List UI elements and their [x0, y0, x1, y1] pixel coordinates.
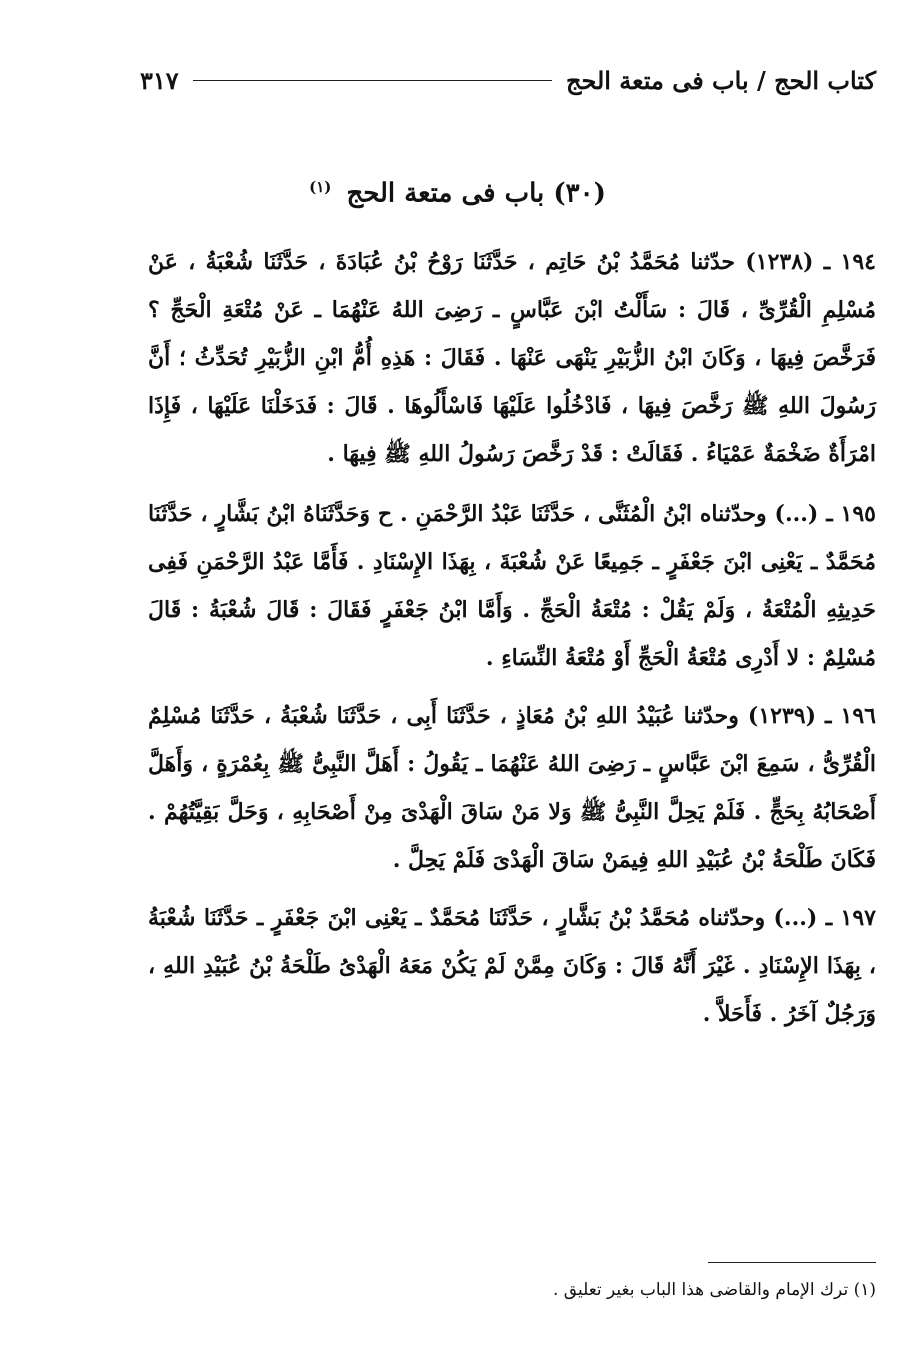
hadith-text: وحدّثناه مُحَمَّدُ بْنُ بَشَّارٍ ، حَدَّثَنَا مُحَمَّدٌ ـ يَعْنِى ابْنَ جَعْفَرٍ ـ حَدَّثَنَا شُعْبَةُ ، بِهَذَا الإِسْنَادِ . غَيْرَ أَنَّهُ قَالَ : وَكَانَ مِمَّنْ لَمْ يَكُنْ مَعَهُ الْهَدْىُ طَلْحَةُ بْنُ عُبَيْدِ اللهِ ، وَرَجُلٌ آخَرُ . فَأَحَلاَّ .	[148, 905, 876, 1027]
hadith-paragraph	[148, 692, 876, 884]
hadith-number: ١٩٤ ـ (١٢٣٨)	[745, 249, 876, 275]
page-number: ٣١٧	[140, 65, 179, 95]
hadith-text: وحدّثنا عُبَيْدُ اللهِ بْنُ مُعَاذٍ ، حَدَّثَنَا أَبِى ، حَدَّثَنَا شُعْبَةُ ، حَدَّثَنَا مُسْلِمٌ الْقُرِّىُّ ، سَمِعَ ابْنَ عَبَّاسٍ ـ رَضِىَ اللهُ عَنْهُمَا ـ يَقُولُ : أَهَلَّ النَّبِىُّ ﷺ بِعُمْرَةٍ ، وَأَهَلَّ أَصْحَابُهُ بِحَجٍّ . فَلَمْ يَحِلَّ النَّبِىُّ ﷺ وَلا مَنْ سَاقَ الْهَدْىَ مِنْ أَصْحَابِهِ ، وَحَلَّ بَقِيَّتُهُمْ . فَكَانَ طَلْحَةُ بْنُ عُبَيْدِ اللهِ فِيمَنْ سَاقَ الْهَدْىَ فَلَمْ يَحِلَّ .	[148, 703, 876, 873]
hadith-number: ١٩٧ ـ (...)	[773, 905, 876, 931]
footnote-marker: (١)	[309, 178, 332, 196]
hadith-number: ١٩٥ ـ (...)	[774, 501, 876, 527]
running-title: كتاب الحج / باب فى متعة الحج	[565, 65, 876, 95]
hadith-paragraph	[148, 894, 876, 1038]
hadith-paragraph	[148, 490, 876, 682]
hadith-number: ١٩٦ ـ (١٢٣٩)	[747, 703, 876, 729]
footnote: (١) ترك الإمام والقاضى هذا الباب بغير تعليق .	[552, 1280, 876, 1300]
hadith-text: وحدّثناه ابْنُ الْمُثَنَّى ، حَدَّثَنَا عَبْدُ الرَّحْمَنِ . ح وَحَدَّثَنَاهُ ابْنُ بَشَّارٍ ، حَدَّثَنَا مُحَمَّدٌ ـ يَعْنِى ابْنَ جَعْفَرٍ ـ جَمِيعًا عَنْ شُعْبَةَ ، بِهَذَا الإِسْنَادِ . فَأَمَّا عَبْدُ الرَّحْمَنِ فَفِى حَدِيثِهِ الْمُتْعَةُ ، وَلَمْ يَقُلْ : مُتْعَةُ الْحَجِّ . وَأَمَّا ابْنُ جَعْفَرٍ فَقَالَ : قَالَ شُعْبَةُ : قَالَ مُسْلِمٌ : لا أَدْرِى مُتْعَةُ الْحَجِّ أَوْ مُتْعَةُ النِّسَاءِ .	[148, 501, 876, 671]
footnote-rule	[708, 1262, 876, 1263]
chapter-title: (٣٠) باب فى متعة الحج	[346, 178, 606, 209]
running-header	[140, 60, 876, 100]
hadith-text: حدّثنا مُحَمَّدُ بْنُ حَاتِم ، حَدَّثَنَا رَوْحُ بْنُ عُبَادَةَ ، حَدَّثَنَا شُعْبَةُ ، عَنْ مُسْلِمِ الْقُرِّىِّ ، قَالَ : سَأَلْتُ ابْنَ عَبَّاسٍ ـ رَضِىَ اللهُ عَنْهُمَا ـ عَنْ مُتْعَةِ الْحَجِّ ؟ فَرَخَّصَ فِيهَا ، وَكَانَ ابْنُ الزُّبَيْرِ يَنْهَى عَنْهَا . فَقَالَ : هَذِهِ أُمُّ ابْنِ الزُّبَيْرِ تُحَدِّثُ ؛ أَنَّ رَسُولَ اللهِ ﷺ رَخَّصَ فِيهَا ، فَادْخُلُوا عَلَيْهَا فَاسْأَلُوهَا . قَالَ : فَدَخَلْنَا عَلَيْهَا ، فَإِذَا امْرَأَةٌ ضَخْمَةٌ عَمْيَاءُ . فَقَالَتْ : قَدْ رَخَّصَ رَسُولُ اللهِ ﷺ فِيهَا .	[148, 249, 876, 467]
chapter-heading	[0, 178, 915, 209]
hadith-paragraph	[148, 238, 876, 478]
header-rule	[193, 80, 552, 81]
